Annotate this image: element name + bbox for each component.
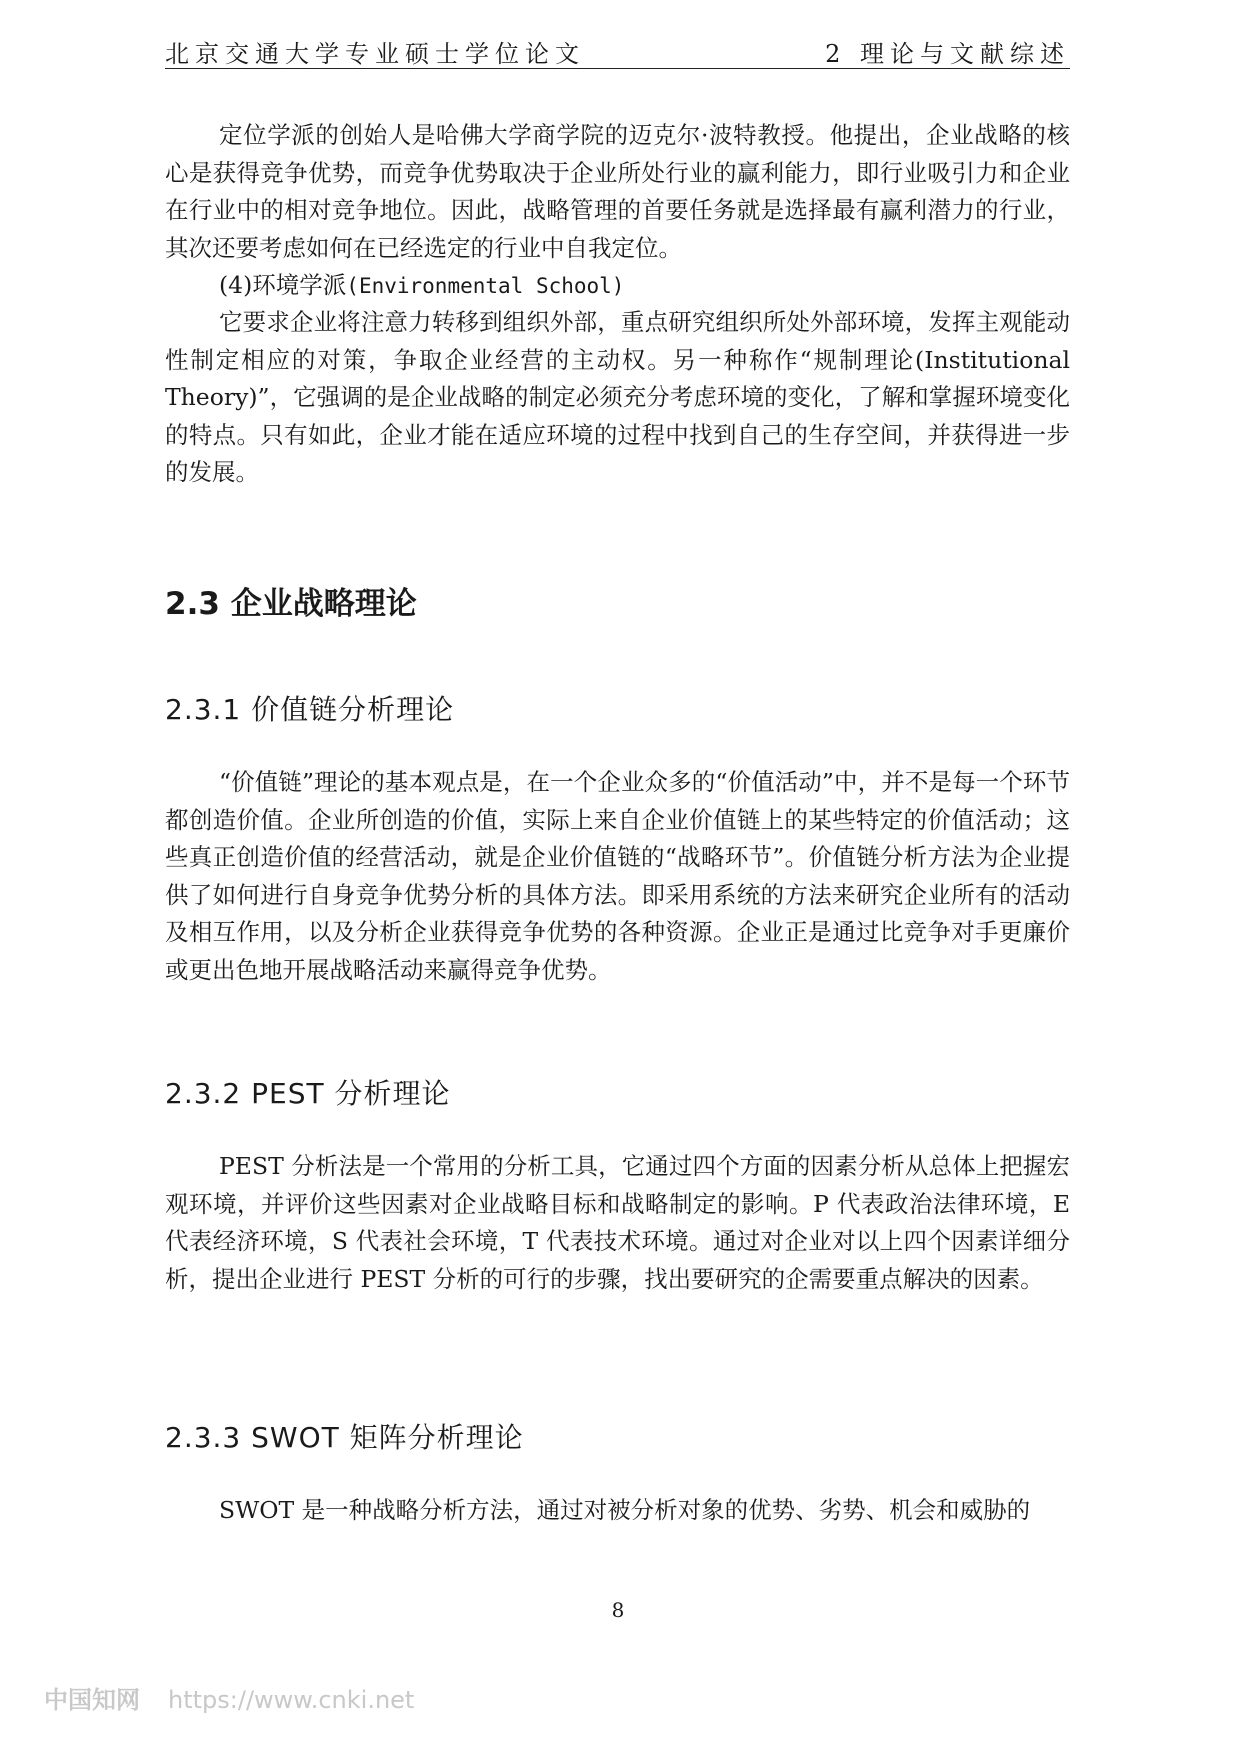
watermark-url: https://www.cnki.net	[168, 1686, 415, 1714]
header-thesis-title: 北京交通大学专业硕士学位论文	[165, 40, 585, 68]
paragraph-environmental-school: 它要求企业将注意力转移到组织外部，重点研究组织所处外部环境，发挥主观能动性制定相应的对策，争取企业经营的主动权。另一种称作“规制理论(Institutional Theory)”，它强调的是企业战略的制定必须充分考虑环境的变化，了解和掌握环境变化的特点。只有如此，企业才能在适应环境的过程中找到自己的生存空间，并获得进一步的发展。	[165, 308, 1070, 486]
environmental-school-heading	[219, 267, 624, 306]
paragraph-positioning-school: 定位学派的创始人是哈佛大学商学院的迈克尔·波特教授。他提出，企业战略的核心是获得竞争优势，而竞争优势取决于企业所处行业的赢利能力，即行业吸引力和企业在行业中的相对竞争地位。因此，战略管理的首要任务就是选择最有赢利潜力的行业，其次还要考虑如何在已经选定的行业中自我定位。	[165, 121, 1070, 262]
paragraph-swot: SWOT 是一种战略分析方法，通过对被分析对象的优势、劣势、机会和威胁的	[219, 1496, 1031, 1524]
environmental-school-english: (Environmental School)	[346, 274, 625, 298]
subsection-heading-2-3-3: 2.3.3 SWOT 矩阵分析理论	[165, 1421, 524, 1454]
paragraph-value-chain: “价值链”理论的基本观点是，在一个企业众多的“价值活动”中，并不是每一个环节都创造价值。企业所创造的价值，实际上来自企业价值链上的某些特定的价值活动；这些真正创造价值的经营活动，就是企业价值链的“战略环节”。价值链分析方法为企业提供了如何进行自身竞争优势分析的具体方法。即采用系统的方法来研究企业所有的活动及相互作用，以及分析企业获得竞争优势的各种资源。企业正是通过比竞争对手更廉价或更出色地开展战略活动来赢得竞争优势。	[165, 768, 1070, 984]
cnki-watermark	[44, 1680, 414, 1715]
subsection-heading-2-3-2: 2.3.2 PEST 分析理论	[165, 1077, 451, 1110]
paragraph-pest: PEST 分析法是一个常用的分析工具，它通过四个方面的因素分析从总体上把握宏观环境，并评价这些因素对企业战略目标和战略制定的影响。P 代表政治法律环境，E 代表经济环境，S 代表社会环境，T 代表技术环境。通过对企业对以上四个因素详细分析，提出企业进行 PEST 分析的可行的步骤，找出要研究的企需要重点解决的因素。	[165, 1152, 1070, 1293]
header-chapter-title: 2 理论与文献综述	[825, 40, 1070, 68]
page-number: 8	[611, 1598, 625, 1622]
watermark-brand: 中国知网	[44, 1686, 140, 1714]
running-header	[165, 34, 1070, 69]
section-heading-2-3: 2.3 企业战略理论	[165, 586, 417, 622]
subsection-heading-2-3-1: 2.3.1 价值链分析理论	[165, 693, 455, 726]
environmental-school-label: (4)环境学派	[219, 271, 347, 299]
